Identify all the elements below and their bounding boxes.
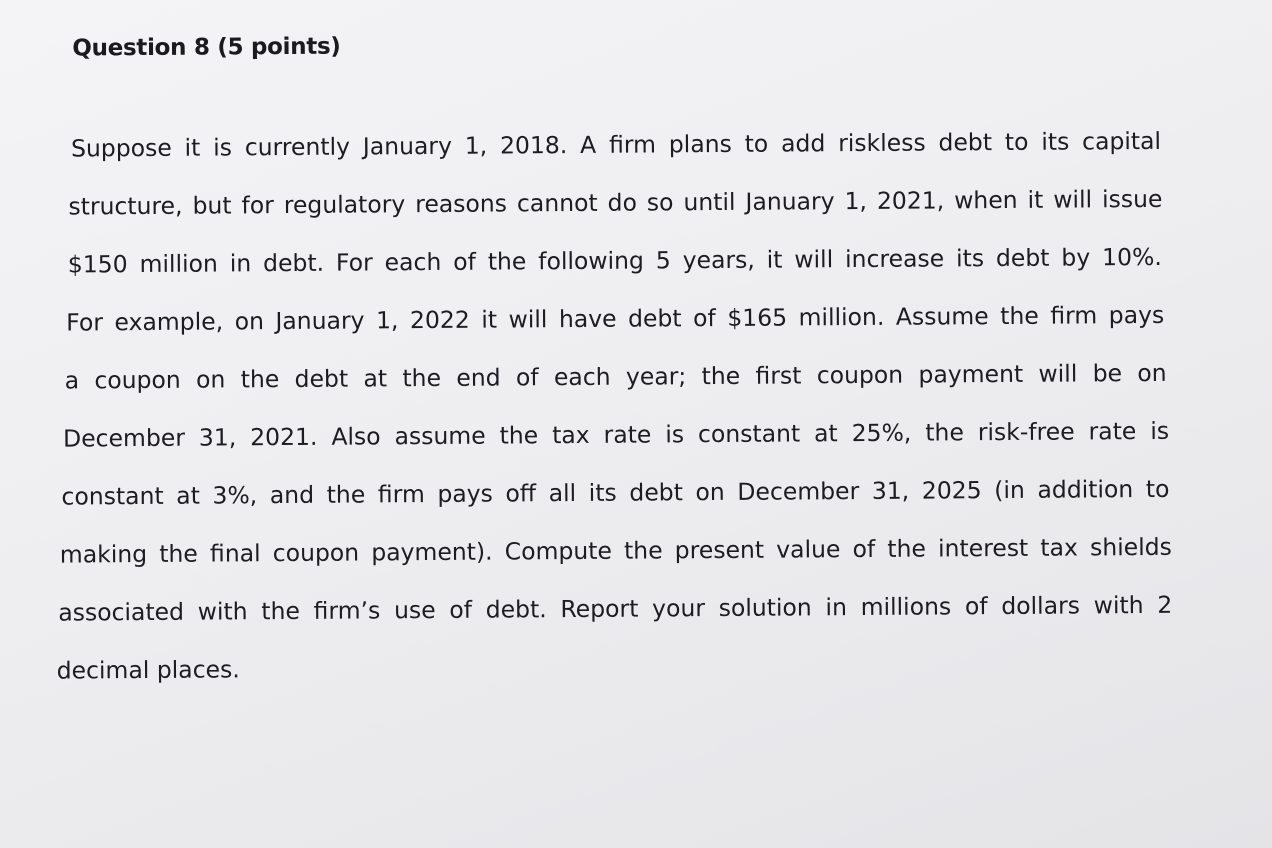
question-line: For example, on January 1, 2022 it will have debt of $165 million. Assume the firm pays: [66, 300, 1165, 337]
question-line: associated with the firm’s use of debt. Report your solution in millions of dollars with 2: [58, 590, 1173, 627]
question-heading: Question 8 (5 points): [72, 33, 341, 62]
question-line: decimal places.: [56, 655, 240, 685]
question-line: making the final coupon payment). Compute the present value of the interest tax shields: [59, 532, 1172, 569]
question-line: a coupon on the debt at the end of each year; the first coupon payment will be on: [64, 358, 1167, 395]
question-line: constant at 3%, and the firm pays off all its debt on December 31, 2025 (in addition to: [61, 474, 1170, 511]
question-body: [56, 111, 1223, 699]
question-line: $150 million in debt. For each of the following 5 years, it will increase its debt by 10%.: [67, 242, 1162, 279]
question-line: structure, but for regulatory reasons cannot do so until January 1, 2021, when it will issue: [68, 184, 1163, 221]
question-line: Suppose it is currently January 1, 2018. A firm plans to add riskless debt to its capital: [70, 126, 1162, 163]
question-line: December 31, 2021. Also assume the tax rate is constant at 25%, the risk-free rate is: [62, 416, 1170, 453]
